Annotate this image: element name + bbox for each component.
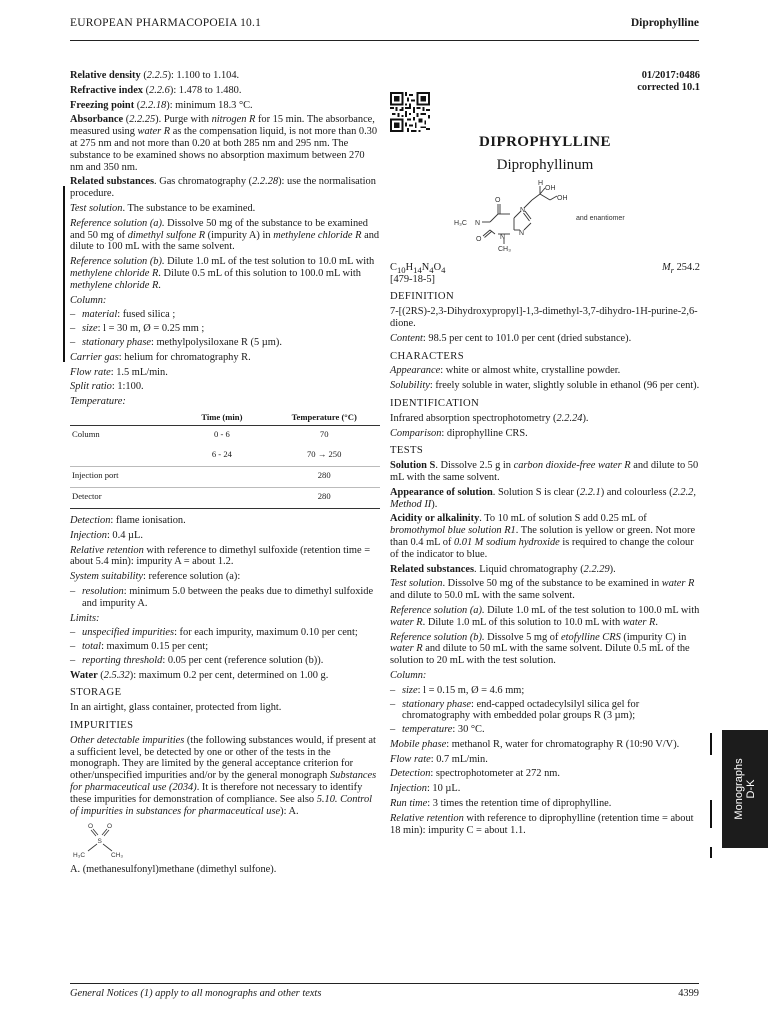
impurities-heading: IMPURITIES — [70, 720, 134, 732]
related-substances-lc: Related substances. Liquid chromatography (2.2.29). — [390, 563, 616, 575]
latin-name: Diprophyllinum — [496, 156, 594, 173]
sulfur-label: S — [97, 838, 102, 846]
flow-rate: Flow rate: 0.7 mL/min. — [390, 753, 488, 765]
relative-retention: Relative retention with reference to dimethyl sulfoxide (retention time = about 5.4 min): impurity A = about 1.2. — [70, 544, 371, 568]
refractive-index: Refractive index (2.2.6): 1.478 to 1.480. — [70, 84, 242, 96]
temperature-label: Temperature: — [70, 396, 126, 408]
hydroxyl-label: OH — [545, 184, 556, 192]
table-header: Temperature (°C) — [268, 411, 380, 426]
column-label: Column: — [70, 294, 107, 306]
storage-heading: STORAGE — [70, 687, 122, 699]
reference-solution-a: Reference solution (a). Dilute 1.0 mL of the test solution to 100.0 mL with water R. Dilute 1.0 mL of this solution to 10.0 mL with water R. — [390, 604, 700, 628]
identification-heading: IDENTIFICATION — [390, 397, 480, 409]
split-ratio: Split ratio: 1:100. — [70, 381, 144, 393]
test-solution: Test solution. Dissolve 50 mg of the substance to be examined in water R and dilute to 50.0 mL with the same solvent. — [390, 578, 695, 602]
test-solution: Test solution. The substance to be examined. — [70, 202, 256, 214]
acidity-alkalinity: Acidity or alkalinity. To 10 mL of solution S add 0.25 mL of bromothymol blue solution R1. The solution is yellow or green. Not more than 0.4 mL of 0.01 M sodium hydroxide is required to change the colour of the indicator to blue. — [390, 513, 696, 560]
limits-label: Limits: — [70, 612, 100, 624]
column-list — [390, 685, 700, 736]
right-column — [390, 70, 700, 839]
footer-rule — [70, 983, 699, 984]
diprophylline-structure — [390, 178, 700, 258]
list-item: – unspecified impurities: for each impurity, maximum 0.10 per cent; — [70, 627, 380, 639]
comparison: Comparison: diprophylline CRS. — [390, 427, 528, 439]
definition-heading: DEFINITION — [390, 291, 455, 303]
relative-density: Relative density (2.2.5): 1.100 to 1.104. — [70, 70, 240, 81]
nitrogen-label: N — [519, 229, 525, 237]
impurity-a: A. (methanesulfonyl)methane (dimethyl sulfone). — [70, 864, 277, 876]
running-header-right: Diprophylline — [630, 17, 699, 29]
correction-note: corrected 10.1 — [637, 82, 700, 93]
solution-s: Solution S. Dissolve 2.5 g in carbon dioxide-free water R and dilute to 50 mL with the same solvent. — [390, 460, 699, 483]
mobile-phase: Mobile phase: methanol R, water for chromatography R (10:90 V/V). — [390, 738, 680, 750]
oxygen-label: O — [476, 235, 482, 243]
list-item: – temperature: 30 °C. — [390, 724, 700, 736]
nitrogen-label: N — [500, 233, 506, 241]
list-item: – size: l = 0.15 m, Ø = 4.6 mm; — [390, 685, 700, 697]
methyl-label: H₃C — [73, 852, 86, 860]
change-bar — [710, 847, 712, 858]
header-rule — [70, 40, 699, 41]
list-item: – stationary phase: end-capped octadecylsilyl silica gel for chromatography with embedded polar groups R (3 µm); — [390, 699, 700, 723]
methyl-label: CH₃ — [111, 852, 124, 860]
change-bar — [63, 186, 65, 362]
monograph-number: 01/2017:0486 — [641, 70, 700, 81]
system-suitability: System suitability: reference solution (a): — [70, 571, 241, 583]
table-header: Time (min) — [175, 411, 268, 426]
change-bar — [710, 733, 712, 755]
section-thumb-label: Monographs D-K — [733, 758, 757, 820]
content: Content: 98.5 per cent to 101.0 per cent (dried substance). — [390, 332, 632, 344]
footer-note: General Notices (1) apply to all monographs and other texts — [70, 988, 322, 999]
related-substances-gc: Related substances. Gas chromatography (2.2.28): use the normalisation procedure. — [70, 176, 376, 200]
qr-code — [390, 92, 430, 132]
appearance: Appearance: white or almost white, crystalline powder. — [390, 365, 621, 377]
flow-rate: Flow rate: 1.5 mL/min. — [70, 366, 168, 378]
change-bar — [710, 800, 712, 828]
run-time: Run time: 3 times the retention time of diprophylline. — [390, 798, 612, 810]
relative-retention: Relative retention with reference to diprophylline (retention time = about 18 min): impurity C = about 1.1. — [390, 812, 694, 836]
nitrogen-label: N — [475, 219, 481, 227]
table-row: Injection port 280 — [70, 466, 380, 487]
appearance-of-solution: Appearance of solution. Solution S is clear (2.2.1) and colourless (2.2.2, Method II). — [390, 486, 696, 510]
list-item: – reporting threshold: 0.05 per cent (reference solution (b)). — [70, 655, 380, 667]
impurities-text: Other detectable impurities (the following substances would, if present at a sufficient level, be detected by one or other of the tests in the monograph. They are limited by the general acceptance criterion for other/unspecified impurities and/or by the general monograph Substances for pharmaceutical use (2034). It is therefore not necessary to identify these impurities for demonstration of compliance. See also 5.10. Control of impurities in substances for pharmaceutical use): A. — [70, 734, 377, 817]
table-row: Column 0 - 6 70 — [72, 428, 329, 439]
hydroxyl-label: OH — [557, 194, 568, 202]
molecular-formula: $C_{10}H_{14}N_4O_4$ — [390, 261, 446, 275]
formula-row — [390, 262, 700, 274]
oxygen-label: O — [88, 823, 94, 831]
limits-list — [70, 627, 380, 666]
list-item: – stationary phase: methylpolysiloxane R (5 µm). — [70, 337, 380, 349]
ir-spectro: Infrared absorption spectrophotometry (2.2.24). — [390, 412, 589, 424]
running-header-left: EUROPEAN PHARMACOPOEIA 10.1 — [70, 17, 262, 29]
nitrogen-label: N — [520, 206, 526, 214]
reference-solution-b: Reference solution (b). Dilute 1.0 mL of the test solution to 10.0 mL with methylene chloride R. Dilute 0.5 mL of this solution to 100.0 mL with methylene chloride R. — [70, 256, 375, 291]
injection: Injection: 0.4 µL. — [70, 529, 143, 541]
reference-solution-b: Reference solution (b). Dissolve 5 mg of etofylline CRS (impurity C) in water R and dilute to 50 mL with the same solvent. Dilute 0.5 mL of the solution to 20 mL with the test solution. — [390, 631, 690, 667]
table-header — [70, 411, 175, 426]
enantiomer-note: and enantiomer — [576, 214, 625, 222]
list-item: – size: l = 30 m, Ø = 0.25 mm ; — [70, 323, 380, 335]
methyl-label: H₃C — [454, 219, 467, 227]
list-item: – total: maximum 0.15 per cent; — [70, 641, 380, 653]
solubility: Solubility: freely soluble in water, slightly soluble in ethanol (96 per cent). — [390, 380, 700, 392]
suitability-list — [70, 586, 380, 610]
cas-number: [479-18-5] — [390, 273, 436, 285]
storage-text: In an airtight, glass container, protected from light. — [70, 702, 282, 714]
left-column — [70, 70, 380, 879]
oxygen-label: O — [107, 823, 113, 831]
column-label: Column: — [390, 669, 427, 681]
carrier-gas: Carrier gas: helium for chromatography R. — [70, 351, 251, 363]
detection: Detection: flame ionisation. — [70, 514, 186, 526]
table-row: 6 - 24 70 → 250 — [70, 446, 380, 467]
methyl-label: CH₃ — [498, 245, 511, 253]
reference-solution-a: Reference solution (a). Dissolve 50 mg of the substance to be examined and 50 mg of dimethyl sulfone R (impurity A) in methylene chloride R and dilute to 100 mL with the same solvent. — [70, 217, 380, 253]
freezing-point: Freezing point (2.2.18): minimum 18.3 °C. — [70, 99, 253, 111]
injection: Injection: 10 µL. — [390, 783, 461, 795]
detection: Detection: spectrophotometer at 272 nm. — [390, 768, 560, 780]
molecular-mass: $M_r$ 254.2 — [661, 261, 700, 275]
list-item: – resolution: minimum 5.0 between the peaks due to dimethyl sulfoxide and impurity A. — [70, 586, 380, 610]
page-number: 4399 — [678, 988, 699, 999]
column-list — [70, 309, 380, 348]
list-item: – material: fused silica ; — [70, 309, 380, 321]
section-thumb-tab — [722, 730, 768, 848]
dimethyl-sulfone-structure — [70, 820, 140, 862]
hydrogen-label: H — [538, 179, 544, 187]
water: Water (2.5.32): maximum 0.2 per cent, determined on 1.00 g. — [70, 669, 329, 681]
temperature-table — [70, 411, 380, 509]
absorbance: Absorbance (2.2.25). Purge with nitrogen R for 15 min. The absorbance, measured using water R as the compensation liquid, is not more than 0.30 at 275 nm and not more than 0.20 at both 285 nm and 295 nm. The substance to be examined shows no absorption maximum between 270 nm and 350 nm. — [70, 114, 378, 173]
definition-text: 7-[(2RS)-2,3-Dihydroxypropyl]-1,3-dimethyl-3,7-dihydro-1H-purine-2,6-dione. — [390, 306, 698, 329]
characters-heading: CHARACTERS — [390, 350, 465, 362]
table-row: Detector 280 — [70, 487, 380, 508]
tests-heading: TESTS — [390, 445, 424, 457]
oxygen-label: O — [495, 196, 501, 204]
monograph-title: DIPROPHYLLINE — [479, 134, 611, 150]
